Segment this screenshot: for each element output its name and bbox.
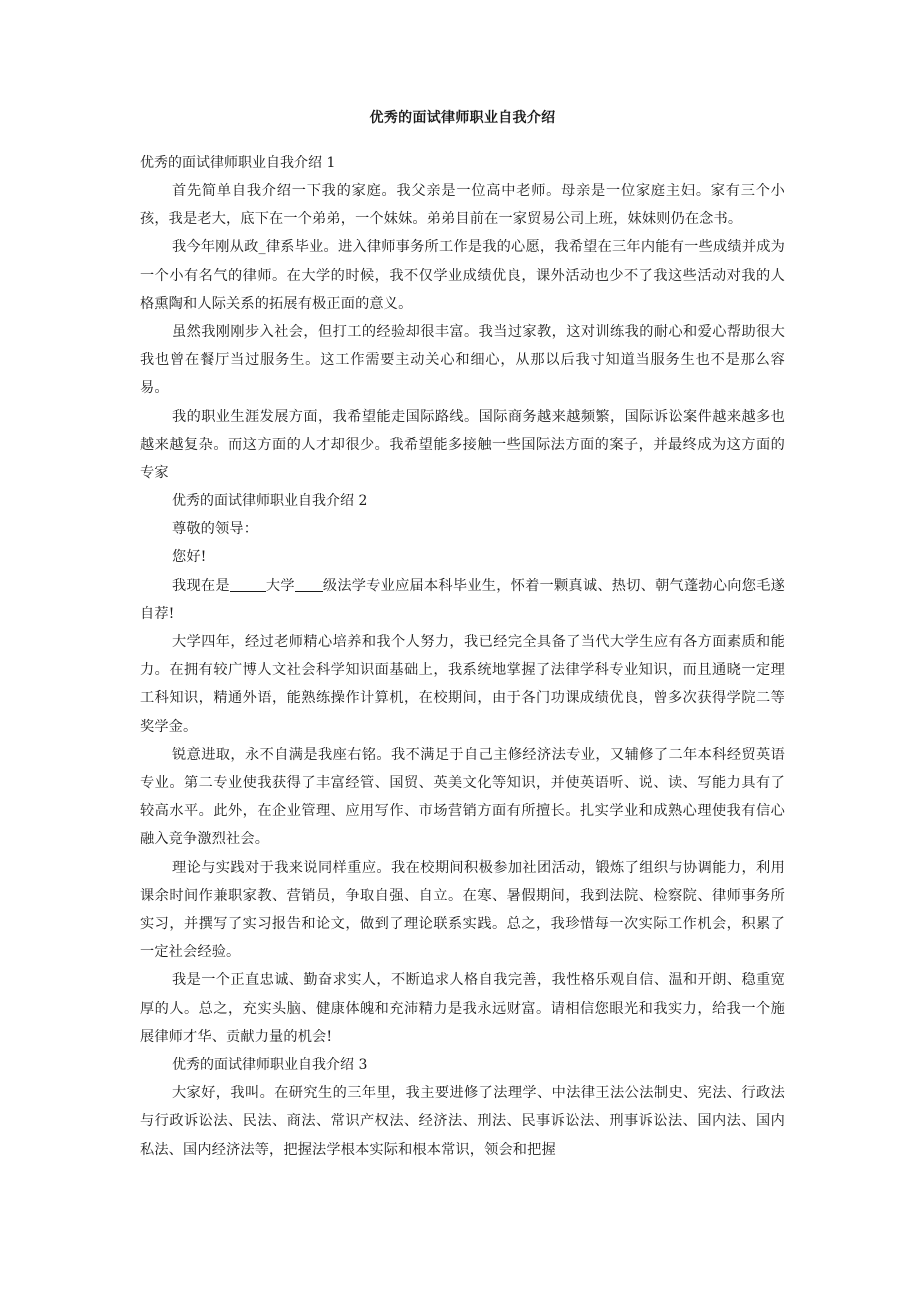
fill-in-blank-university	[230, 577, 266, 592]
paragraph: 理论与实践对于我来说同样重应。我在校期间积极参加社团活动，锻炼了组织与协调能力，利用课余时间作兼职家教、营销员，争取自强、自立。在寒、暑假期间，我到法院、检察院、律师事务所实习，并撰写了实习报告和论文，做到了理论联系实践。总之，我珍惜每一次实际工作机会，积累了一定社会经验。	[140, 859, 785, 961]
document-title: 优秀的面试律师职业自我介绍	[369, 110, 556, 126]
paragraph: 大家好，我叫。在研究生的三年里，我主要进修了法理学、中法律王法公法制史、宪法、行政法与行政诉讼法、民法、商法、常识产权法、经济法、刑法、民事诉讼法、刑事诉讼法、国内法、国内私法、国内经济法等，把握法学根本实际和根本常识，领会和把握	[140, 1085, 785, 1158]
section-heading-1: 优秀的面试律师职业自我介绍 1	[140, 155, 336, 171]
document-page	[140, 108, 785, 1164]
section-heading-2: 优秀的面试律师职业自我介绍 2	[172, 493, 368, 510]
section-heading-3: 优秀的面试律师职业自我介绍 3	[172, 1057, 368, 1074]
greeting: 尊敬的领导：	[172, 521, 259, 538]
paragraph: 虽然我刚刚步入社会，但打工的经验却很丰富。我当过家教，这对训练我的耐心和爱心帮助很大我也曾在餐厅当过服务生。这工作需要主动关心和细心，从那以后我寸知道当服务生也不是那么容易。	[140, 324, 785, 397]
intro-middle: 大学	[265, 577, 295, 594]
intro-prefix: 我现在是	[172, 577, 230, 594]
salutation: 您好!	[172, 549, 207, 566]
fill-in-blank-year	[295, 577, 323, 592]
intro-paragraph	[140, 572, 785, 628]
paragraph: 首先简单自我介绍一下我的家庭。我父亲是一位高中老师。母亲是一位家庭主妇。家有三个小孩，我是老大，底下在一个弟弟，一个妹妹。弟弟目前在一家贸易公司上班，妹妹则仍在念书。	[140, 183, 785, 228]
paragraph: 我是一个正直忠诚、勤奋求实人，不断追求人格自我完善，我性格乐观自信、温和开朗、稳重宽厚的人。总之，充实头脑、健康体魄和充沛精力是我永远财富。请相信您眼光和我实力，给我一个施展律师才华、贡献力量的机会!	[140, 972, 785, 1045]
paragraph: 大学四年，经过老师精心培养和我个人努力，我已经完全具备了当代大学生应有各方面素质和能力。在拥有较广博人文社会科学知识面基础上，我系统地掌握了法律学科专业知识，而且通晓一定理工科知识，精通外语，能熟练操作计算机，在校期间，由于各门功课成绩优良，曾多次获得学院二等奖学金。	[140, 634, 785, 735]
intro-suffix: 级法学专业应届本科毕业生，怀着一颗真诚、热切、朝气蓬勃心向您毛遂自荐!	[140, 577, 785, 622]
paragraph: 我的职业生涯发展方面，我希望能走国际路线。国际商务越来越频繁，国际诉讼案件越来越多也越来越复杂。而这方面的人才却很少。我希望能多接触一些国际法方面的案子，并最终成为这方面的专家	[140, 408, 785, 482]
paragraph: 我今年刚从政_律系毕业。进入律师事务所工作是我的心愿，我希望在三年内能有一些成绩并成为一个小有名气的律师。在大学的时候，我不仅学业成绩优良，课外活动也少不了我这些活动对我的人格熏陶和人际关系的拓展有极正面的意义。	[140, 239, 785, 312]
paragraph: 锐意进取，永不自满是我座右铭。我不满足于自己主修经济法专业，又辅修了二年本科经贸英语专业。第二专业使我获得了丰富经管、国贸、英美文化等知识，并使英语听、说、读、写能力具有了较高水平。此外，在企业管理、应用写作、市场营销方面有所擅长。扎实学业和成熟心理使我有信心融入竞争激烈社会。	[140, 746, 785, 848]
